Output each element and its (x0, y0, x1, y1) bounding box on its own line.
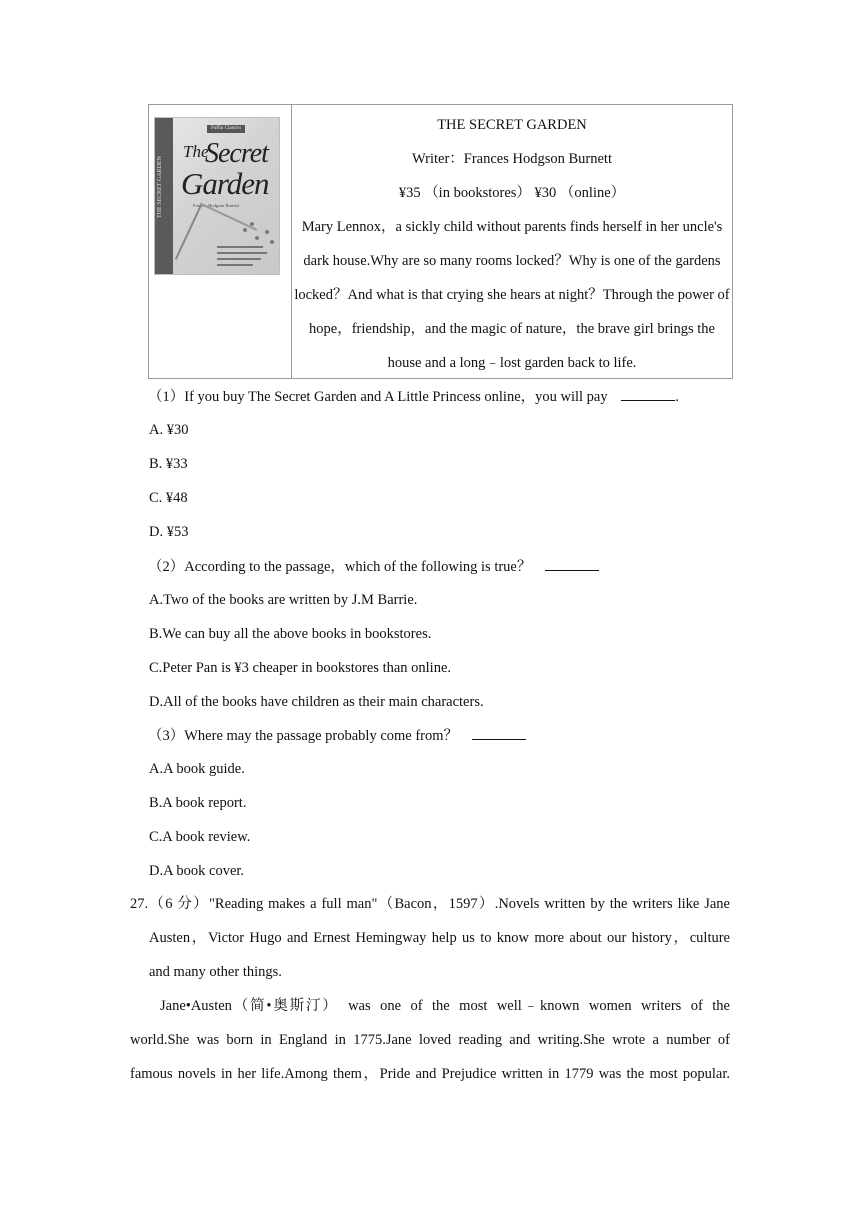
answer-blank[interactable] (472, 725, 526, 740)
option-3c[interactable]: C.A book review. (149, 829, 251, 845)
option-1d[interactable]: D. ¥53 (149, 524, 189, 540)
cover-blurb-line (217, 264, 253, 266)
cover-blurb-line (217, 246, 263, 248)
cover-title-the: The (183, 142, 209, 161)
option-2d[interactable]: D.All of the books have children as their main characters. (149, 694, 484, 710)
cover-title-garden: Garden (181, 166, 269, 201)
cover-blurb-line (217, 252, 267, 254)
option-3b[interactable]: B.A book report. (149, 795, 247, 811)
cover-blurb-line (217, 258, 261, 260)
option-1b[interactable]: B. ¥33 (149, 456, 188, 472)
book-info-cell (292, 105, 732, 378)
book-title: THE SECRET GARDEN (437, 117, 587, 133)
cover-flower (250, 222, 254, 226)
option-3a[interactable]: A.A book guide. (149, 761, 245, 777)
book-cover-image (154, 117, 280, 275)
cover-flower (270, 240, 274, 244)
cover-flower (265, 230, 269, 234)
cover-tagline: Frances Hodgson Burnett (193, 203, 239, 208)
q27-paragraph-line-3: famous novels in her life.Among them，Pride and Prejudice written in 1779 was the most popular. (130, 1066, 730, 1082)
q27-intro-line-3: and many other things. (149, 964, 282, 980)
q27-intro-line-1: 27.（6 分）"Reading makes a full man"（Bacon，1597）.Novels written by the writers like Jane (130, 896, 730, 912)
option-2b[interactable]: B.We can buy all the above books in bookstores. (149, 626, 432, 642)
question-2-text: （2）According to the passage，which of the following is true？ (148, 559, 532, 575)
option-1c[interactable]: C. ¥48 (149, 490, 188, 506)
question-1-suffix: . (675, 389, 679, 405)
option-2a[interactable]: A.Two of the books are written by J.M Barrie. (149, 592, 418, 608)
answer-blank[interactable] (621, 386, 675, 401)
book-writer: Writer：Frances Hodgson Burnett (412, 151, 612, 167)
question-3-text: （3）Where may the passage probably come from？ (148, 728, 459, 744)
answer-blank[interactable] (545, 556, 599, 571)
q27-paragraph-line-2: world.She was born in England in 1775.Jane loved reading and writing.She wrote a number of (130, 1032, 730, 1048)
option-3d[interactable]: D.A book cover. (149, 863, 245, 879)
book-price: ¥35 （in bookstores） ¥30 （online） (398, 185, 626, 201)
q27-intro-line-2: Austen，Victor Hugo and Ernest Hemingway help us to know more about our history，culture (149, 930, 730, 946)
option-2c[interactable]: C.Peter Pan is ¥3 cheaper in bookstores than online. (149, 660, 452, 676)
cover-flower (255, 236, 259, 240)
book-info-table (148, 104, 733, 379)
cover-flower (243, 228, 247, 232)
cover-cell (149, 105, 292, 378)
question-1-text: （1）If you buy The Secret Garden and A Little Princess online，you will pay (148, 389, 608, 405)
cover-title-secret: Secret (205, 138, 268, 169)
book-description: Mary Lennox，a sickly child without parents finds herself in her uncle's dark house.Why are so many rooms locked？Why is one of the gardens locked？And what is that crying she hears at night？Through the power of hope，friendship，and the magic of nature，the brave girl brings the house and a long﹣lost garden back to life. (294, 219, 730, 371)
cover-series-band: Puffin Classics (207, 125, 245, 133)
cover-spine-text: THE SECRET GARDEN (157, 156, 163, 218)
q27-paragraph-line-1: Jane•Austen（简•奥斯汀） was one of the most well﹣known women writers of the (160, 998, 730, 1014)
question-3-stem (148, 725, 526, 746)
question-1-stem (148, 386, 679, 407)
question-2-stem (148, 556, 599, 577)
option-1a[interactable]: A. ¥30 (149, 422, 189, 438)
